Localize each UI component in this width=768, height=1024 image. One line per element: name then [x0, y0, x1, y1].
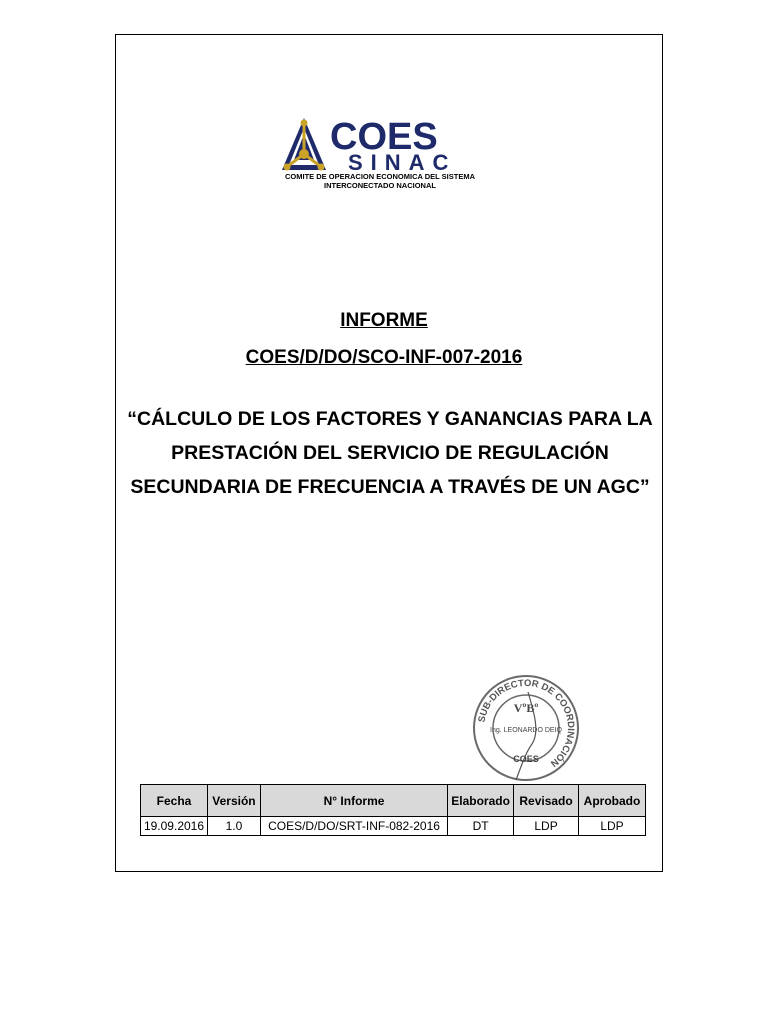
column-header-aprobado: Aprobado [579, 785, 646, 817]
stamp-vobo: VºBº [513, 701, 539, 715]
column-header-version: Versión [207, 785, 260, 817]
document-type-heading: INFORME [340, 310, 428, 331]
logo-subtitle-line1: COMITE DE OPERACION ECONOMICA DEL SISTEMA [284, 172, 475, 181]
table-header-row [141, 785, 646, 817]
document-code-heading: COES/D/DO/SCO-INF-007-2016 [245, 347, 523, 368]
logo-wordmark-bottom: SINAC [348, 150, 457, 174]
cell-version: 1.0 [207, 817, 260, 836]
column-header-fecha: Fecha [141, 785, 208, 817]
revision-table [140, 784, 646, 836]
document-title-line: PRESTACIÓN DEL SERVICIO DE REGULACIÓN [171, 442, 609, 464]
cell-aprobado: LDP [579, 817, 646, 836]
stamp-org: COES [513, 754, 539, 764]
logo-subtitle-line2: INTERCONECTADO NACIONAL [324, 181, 436, 190]
column-header-informe: N° Informe [260, 785, 447, 817]
cell-informe: COES/D/DO/SRT-INF-082-2016 [260, 817, 447, 836]
table-row [141, 817, 646, 836]
document-title-line: SECUNDARIA DE FRECUENCIA A TRAVÉS DE UN AGC” [130, 476, 650, 498]
logo-wordmark-top: COES [330, 116, 438, 158]
cell-revisado: LDP [514, 817, 579, 836]
document-title [125, 402, 655, 504]
coes-logo-mark-icon [280, 114, 485, 174]
coes-sinac-logo [280, 112, 485, 192]
document-title-line: “CÁLCULO DE LOS FACTORES Y GANANCIAS PARA LA [127, 408, 653, 430]
cell-elaborado: DT [448, 817, 514, 836]
approval-stamp-icon [470, 672, 582, 784]
cell-fecha: 19.09.2016 [141, 817, 208, 836]
column-header-elaborado: Elaborado [448, 785, 514, 817]
stamp-name: Ing. LEONARDO DEIQ [490, 727, 562, 734]
stamp-ring-text: SUB-DIRECTOR DE COORDINACIÓN [476, 677, 577, 769]
column-header-revisado: Revisado [514, 785, 579, 817]
